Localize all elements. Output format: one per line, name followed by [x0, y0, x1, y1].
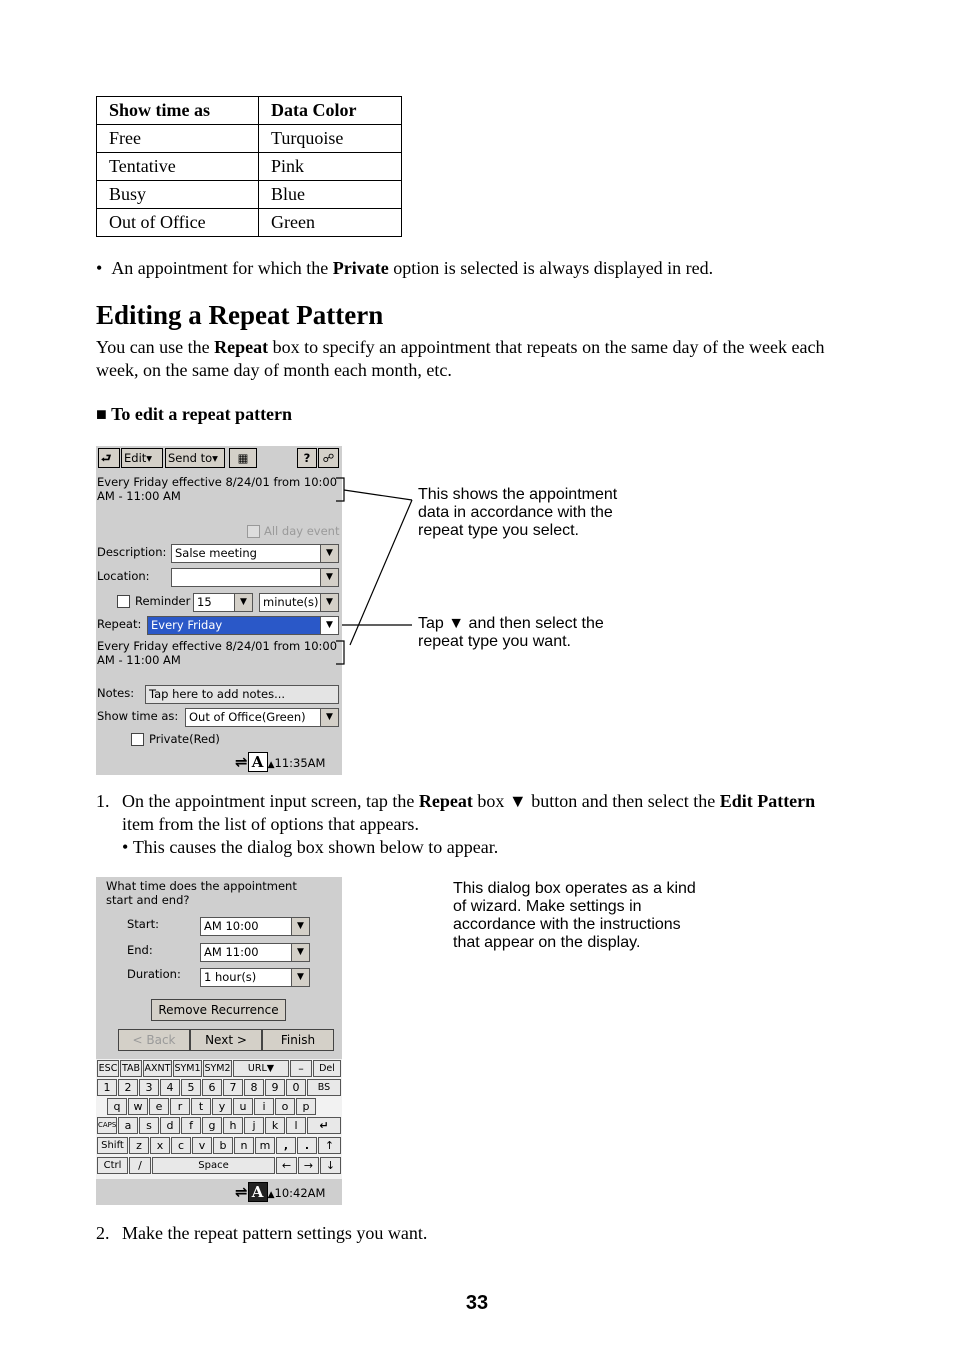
table-row — [97, 209, 402, 237]
chevron-down-icon[interactable]: ▼ — [291, 918, 309, 935]
keyboard-key[interactable]: r — [170, 1098, 190, 1115]
end-label: End: — [127, 943, 153, 957]
space-key[interactable]: Space — [152, 1157, 275, 1174]
keyboard-key[interactable]: p — [296, 1098, 316, 1115]
table-cell: Blue — [259, 181, 402, 209]
calendar-view-button[interactable] — [229, 448, 257, 468]
dropdown-arrow-icon: ▼ — [508, 791, 527, 811]
table-cell: Tentative — [97, 153, 259, 181]
chevron-down-icon[interactable]: ▼ — [320, 709, 338, 726]
step-number: 1. — [96, 791, 110, 811]
keyboard-key[interactable]: ↵ — [307, 1117, 341, 1134]
keyboard-key[interactable]: i — [254, 1098, 274, 1115]
input-mode-icon[interactable]: A — [248, 1182, 268, 1202]
finish-button[interactable]: Finish — [262, 1029, 334, 1051]
keyboard-key[interactable]: 5 — [181, 1079, 201, 1096]
table-cell: Pink — [259, 153, 402, 181]
square-bullet-icon: ■ — [96, 404, 107, 424]
input-switch-icon[interactable]: ⇌ — [235, 1183, 248, 1201]
table-row — [97, 125, 402, 153]
reminder-value-field[interactable]: 15 ▼ — [193, 593, 253, 612]
keyboard-key[interactable]: o — [275, 1098, 295, 1115]
wireless-button[interactable] — [318, 448, 339, 468]
show-time-label: Show time as: — [97, 709, 179, 723]
wizard-question: What time does the appointment start and end? — [106, 879, 297, 907]
keyboard-key[interactable]: x — [150, 1137, 170, 1154]
keyboard-key[interactable]: AXNT — [143, 1060, 172, 1077]
keyboard-key[interactable]: l — [286, 1117, 306, 1134]
table-cell: Free — [97, 125, 259, 153]
dropdown-arrow-icon: ▼ — [448, 615, 465, 632]
table-cell: Out of Office — [97, 209, 259, 237]
show-time-field[interactable]: Out of Office(Green) ▼ — [185, 708, 339, 727]
appointment-screen — [96, 446, 342, 775]
status-bar — [235, 751, 325, 773]
notes-label: Notes: — [97, 686, 135, 700]
repeat-wizard-screen — [96, 877, 342, 1205]
keyboard-key[interactable]: Del — [313, 1060, 341, 1077]
keyboard-key[interactable]: u — [233, 1098, 253, 1115]
keyboard-key[interactable]: / — [129, 1157, 151, 1174]
end-field[interactable]: AM 11:00 ▼ — [200, 943, 310, 962]
reminder-checkbox[interactable] — [117, 595, 130, 608]
keyboard-key[interactable]: v — [192, 1137, 212, 1154]
step-2: 2. Make the repeat pattern settings you want. — [96, 1223, 428, 1243]
table-cell: Turquoise — [259, 125, 402, 153]
start-field[interactable]: AM 10:00 ▼ — [200, 917, 310, 936]
keyboard-key[interactable]: h — [223, 1117, 243, 1134]
keyboard-key[interactable]: ESC — [97, 1060, 119, 1077]
keyboard-key[interactable]: 0 — [286, 1079, 306, 1096]
table-cell: Green — [259, 209, 402, 237]
table-header: Show time as — [97, 97, 259, 125]
send-to-menu-button[interactable]: Send to▾ — [165, 448, 225, 468]
chevron-down-icon[interactable]: ▼ — [320, 594, 338, 611]
status-bar — [235, 1181, 325, 1203]
keyboard-key[interactable]: 4 — [160, 1079, 180, 1096]
notes-field[interactable]: Tap here to add notes... — [145, 685, 339, 704]
keyboard-key[interactable]: URL▼ — [233, 1060, 289, 1077]
back-button[interactable]: < Back — [118, 1029, 190, 1051]
keyboard-key[interactable]: ← — [276, 1157, 297, 1174]
private-label: Private(Red) — [149, 732, 220, 746]
keyboard-key[interactable]: TAB — [120, 1060, 142, 1077]
keyboard-key[interactable]: t — [191, 1098, 211, 1115]
keyboard-key[interactable]: Ctrl — [97, 1157, 128, 1174]
step-1: 1. On the appointment input screen, tap the Repeat box ▼ button and then select the Edit Pattern item from the list of options that appears. • This causes the dialog box shown below to appear. — [96, 790, 826, 859]
private-checkbox[interactable] — [131, 733, 144, 746]
callout-summary: This shows the appointment data in accordance with the repeat type you select. — [418, 486, 618, 539]
keyboard-key[interactable]: CAPS — [97, 1117, 117, 1134]
table-cell: Busy — [97, 181, 259, 209]
keyboard-key[interactable]: s — [139, 1117, 159, 1134]
callout-wizard: This dialog box operates as a kind of wizard. Make settings in accordance with the instructions that appear on the display. — [453, 880, 696, 951]
chevron-down-icon[interactable]: ▼ — [320, 617, 338, 634]
keyboard-key[interactable]: a — [118, 1117, 138, 1134]
chevron-down-icon: ▾ — [146, 451, 153, 465]
keyboard-key[interactable]: , — [276, 1137, 296, 1154]
keyboard-key[interactable]: ↓ — [320, 1157, 341, 1174]
keyboard-key[interactable]: 9 — [265, 1079, 285, 1096]
all-day-label: All day event — [264, 524, 340, 538]
repeat-summary: Every Friday effective 8/24/01 from 10:00 AM - 11:00 AM — [97, 475, 338, 503]
table-row — [97, 153, 402, 181]
keyboard-key[interactable]: BS — [307, 1079, 341, 1096]
next-button[interactable]: Next > — [190, 1029, 262, 1051]
step-1-sub: • This causes the dialog box shown below to appear. — [122, 837, 499, 857]
keyboard-key[interactable]: ↑ — [318, 1137, 341, 1154]
keyboard-key[interactable]: g — [202, 1117, 222, 1134]
location-field[interactable] — [171, 568, 339, 587]
table-header-row — [97, 97, 402, 125]
keyboard-key[interactable]: 2 — [118, 1079, 138, 1096]
keyboard-key[interactable]: 3 — [139, 1079, 159, 1096]
input-panel-arrow-icon[interactable]: ▲ — [267, 1190, 275, 1200]
calendar-icon: ▦ — [237, 451, 249, 465]
repeat-label: Repeat: — [97, 617, 142, 631]
keyboard-key[interactable]: – — [290, 1060, 312, 1077]
table-header: Data Color — [259, 97, 402, 125]
clock: 11:35AM — [274, 756, 326, 770]
duration-field[interactable]: 1 hour(s) ▼ — [200, 968, 310, 987]
keyboard-key[interactable]: . — [297, 1137, 317, 1154]
keyboard-key[interactable]: w — [128, 1098, 148, 1115]
keyboard-key[interactable]: SYM2 — [203, 1060, 232, 1077]
edit-menu-button[interactable]: Edit▾ — [121, 448, 163, 468]
description-field[interactable]: Salse meeting ▼ — [171, 544, 339, 563]
subheading: ■ To edit a repeat pattern — [96, 404, 293, 424]
page-number: 33 — [465, 1292, 489, 1314]
repeat-summary-2: Every Friday effective 8/24/01 from 10:00 AM - 11:00 AM — [97, 639, 338, 667]
keyboard-key[interactable]: m — [255, 1137, 275, 1154]
keyboard-key[interactable]: 1 — [97, 1079, 117, 1096]
keyboard-key[interactable]: f — [181, 1117, 201, 1134]
remove-recurrence-button[interactable]: Remove Recurrence — [151, 999, 286, 1021]
all-day-checkbox[interactable] — [247, 525, 260, 538]
chevron-down-icon[interactable]: ▼ — [234, 594, 252, 611]
section-intro: You can use the Repeat box to specify an appointment that repeats on the same day of the week each week, on the same day of month each month, etc. — [96, 337, 825, 380]
chevron-down-icon[interactable]: ▼ — [320, 545, 338, 562]
keyboard-key[interactable]: → — [298, 1157, 319, 1174]
reminder-label: Reminder — [135, 594, 191, 608]
keyboard-key[interactable]: b — [213, 1137, 233, 1154]
input-mode-icon[interactable]: A — [248, 752, 268, 772]
chevron-down-icon[interactable]: ▼ — [291, 969, 309, 986]
show-time-color-table — [96, 96, 402, 237]
callout-repeat: Tap ▼ and then select the repeat type you want. — [418, 615, 604, 650]
help-button[interactable]: ? — [297, 448, 317, 468]
ok-back-button[interactable]: ⮐ — [98, 448, 120, 468]
repeat-field[interactable]: Every Friday ▼ — [147, 616, 339, 635]
chevron-down-icon: ▾ — [212, 451, 218, 465]
input-switch-icon[interactable]: ⇌ — [235, 753, 248, 771]
callout-leader-lines — [330, 470, 420, 670]
keyboard-key[interactable]: n — [234, 1137, 254, 1154]
keyboard-key[interactable]: Shift — [97, 1137, 128, 1154]
chevron-down-icon[interactable]: ▼ — [320, 569, 338, 586]
keyboard-key[interactable]: e — [149, 1098, 169, 1115]
location-label: Location: — [97, 569, 150, 583]
input-panel-arrow-icon[interactable]: ▲ — [267, 760, 275, 770]
wireless-icon: ☍ — [322, 451, 335, 465]
clock: 10:42AM — [274, 1186, 326, 1200]
reminder-unit-field[interactable]: minute(s) ▼ — [259, 593, 339, 612]
keyboard-key[interactable]: y — [212, 1098, 232, 1115]
bullet-glyph: • — [96, 258, 112, 278]
step-number: 2. — [96, 1223, 110, 1243]
keyboard-key[interactable]: q — [107, 1098, 127, 1115]
keyboard-key[interactable]: z — [129, 1137, 149, 1154]
description-label: Description: — [97, 545, 167, 559]
keyboard-key[interactable]: j — [244, 1117, 264, 1134]
keyboard-key[interactable]: SYM1 — [173, 1060, 202, 1077]
keyboard-key[interactable]: c — [171, 1137, 191, 1154]
private-note-bullet: • An appointment for which the Private option is selected is always displayed in red. — [96, 258, 714, 278]
section-title: Editing a Repeat Pattern — [96, 300, 384, 330]
keyboard-key[interactable]: 8 — [244, 1079, 264, 1096]
table-row — [97, 181, 402, 209]
soft-keyboard — [96, 1059, 342, 1179]
keyboard-key[interactable]: k — [265, 1117, 285, 1134]
keyboard-key[interactable]: 7 — [223, 1079, 243, 1096]
start-label: Start: — [127, 917, 159, 931]
chevron-down-icon[interactable]: ▼ — [291, 944, 309, 961]
duration-label: Duration: — [127, 967, 181, 981]
keyboard-key[interactable]: 6 — [202, 1079, 222, 1096]
keyboard-key[interactable]: d — [160, 1117, 180, 1134]
